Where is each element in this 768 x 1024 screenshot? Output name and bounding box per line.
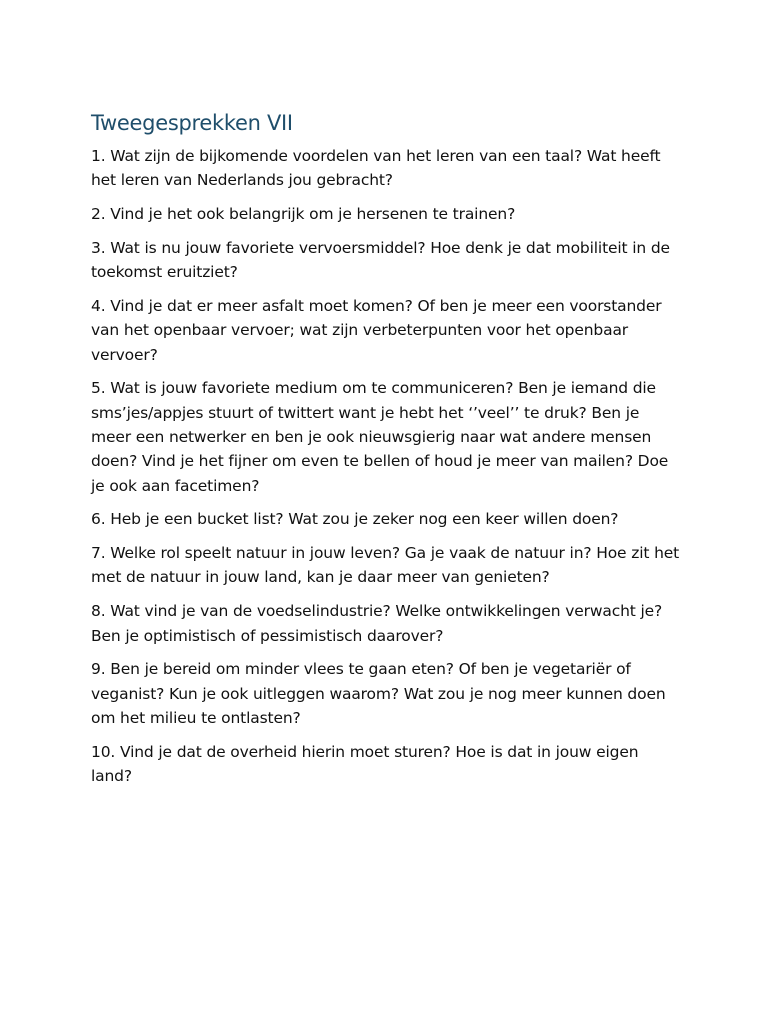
question-5: 5. Wat is jouw favoriete medium om te communiceren? Ben je iemand die sms’jes/appjes stuurt of twittert want je hebt het ‘’veel’’ te druk? Ben je meer een netwerker en ben je ook nieuwsgierig naar wat andere mensen doen? Vind je het fijner om even te bellen of houd je meer van mailen? Doe je ook aan facetimen? <box>91 379 669 495</box>
question-2: 2. Vind je het ook belangrijk om je hersenen te trainen? <box>91 205 516 224</box>
question-4: 4. Vind je dat er meer asfalt moet komen? Of ben je meer een voorstander van het openbaar vervoer; wat zijn verbeterpunten voor het openbaar vervoer? <box>91 296 662 364</box>
question-3: 3. Wat is nu jouw favoriete vervoersmiddel? Hoe denk je dat mobiliteit in de toekomst eruitziet? <box>91 238 670 282</box>
document-page <box>91 108 681 798</box>
page-title: Tweegesprekken VII <box>91 111 293 135</box>
question-8: 8. Wat vind je van de voedselindustrie? Welke ontwikkelingen verwacht je? Ben je optimistisch of pessimistisch daarover? <box>91 602 663 645</box>
question-6: 6. Heb je een bucket list? Wat zou je zeker nog een keer willen doen? <box>91 510 619 529</box>
question-10: 10. Vind je dat de overheid hierin moet sturen? Hoe is dat in jouw eigen land? <box>91 742 639 786</box>
question-1: 1. Wat zijn de bijkomende voordelen van het leren van een taal? Wat heeft het leren van Nederlands jou gebracht? <box>91 147 661 190</box>
question-9: 9. Ben je bereid om minder vlees te gaan eten? Of ben je vegetariër of veganist? Kun je ook uitleggen waarom? Wat zou je nog meer kunnen doen om het milieu te ontlasten? <box>91 660 666 727</box>
question-7: 7. Welke rol speelt natuur in jouw leven? Ga je vaak de natuur in? Hoe zit het met de natuur in jouw land, kan je daar meer van genieten? <box>91 544 680 587</box>
